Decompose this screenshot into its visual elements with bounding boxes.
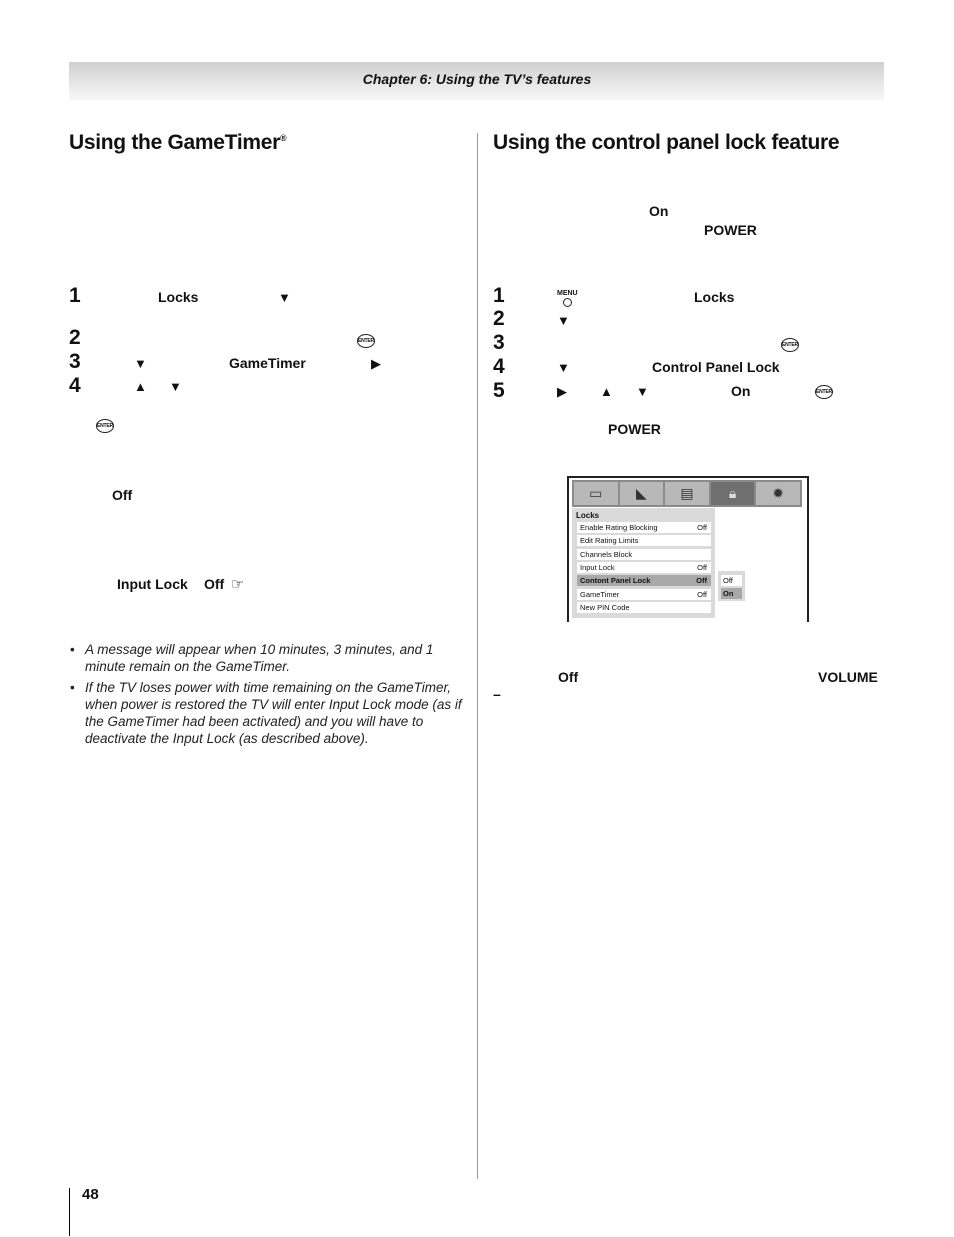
page-number: 48 <box>82 1186 99 1203</box>
column-divider <box>477 133 478 1179</box>
arrow-right-icon: ▶ <box>557 384 567 399</box>
left-step-1-number: 1 <box>69 284 81 307</box>
enter-icon: ENTER <box>815 385 833 399</box>
note-item: • A message will appear when 10 minutes, 3 minutes, and 1 minute remain on the GameTimer. <box>70 642 434 674</box>
locks-panel <box>572 508 715 618</box>
menu-row: Enable Rating Blocking Off <box>577 522 711 533</box>
right-step-5-number: 5 <box>493 379 505 402</box>
arrow-down-icon: ▼ <box>134 356 147 371</box>
arrow-up-icon: ▲ <box>134 379 147 394</box>
note-item: • If the TV loses power with time remaining on the GameTimer, when power is restored the TV will enter Input Lock mode (as if the GameTimer had been activated) and you will have to deactivate the Input Lock (as described above). <box>70 680 462 746</box>
left-step3-gametimer: GameTimer <box>229 355 306 371</box>
intro-on-label: On <box>649 203 669 219</box>
arrow-down-icon: ▼ <box>557 313 570 328</box>
chapter-title: Chapter 6: Using the TV’s features <box>362 71 592 87</box>
hand-pointer-icon: ☞ <box>231 576 245 593</box>
bottom-off-label: Off <box>558 669 579 685</box>
menu-row: GameTimer Off <box>577 589 711 600</box>
right-step1-locks: Locks <box>694 289 735 305</box>
right-step-4-number: 4 <box>493 355 505 378</box>
right-step4-control-panel-lock: Control Panel Lock <box>652 359 780 375</box>
right-step5-on: On <box>731 383 751 399</box>
popup-option: Off <box>721 575 742 586</box>
menu-row: Edit Rating Limits <box>577 535 711 546</box>
menu-row: New PIN Code <box>577 602 711 613</box>
picture-icon: ▭ <box>574 482 618 505</box>
arrow-down-icon: ▼ <box>636 384 649 399</box>
off-label: Off <box>112 487 133 503</box>
menu-row: Input Lock Off <box>577 562 711 573</box>
left-step-2-number: 2 <box>69 326 81 349</box>
menu-icon-bar <box>572 480 802 507</box>
right-step-3-number: 3 <box>493 331 505 354</box>
audio-icon: ◣ <box>620 482 664 505</box>
setup-icon: ▤ <box>665 482 709 505</box>
arrow-right-icon: ▶ <box>371 356 381 371</box>
enter-icon: ENTER <box>96 419 114 433</box>
power-label: POWER <box>608 421 661 437</box>
options-gear-icon: ✹ <box>756 482 800 505</box>
page-rule <box>69 1188 70 1236</box>
right-step-1-number: 1 <box>493 284 505 307</box>
menu-button-icon: MENU <box>557 290 578 307</box>
input-lock-value: Off <box>204 576 225 592</box>
volume-label: VOLUME <box>818 669 878 685</box>
arrow-down-icon: ▼ <box>557 360 570 375</box>
input-lock-label: Input Lock <box>117 576 188 592</box>
locks-menu-screenshot <box>567 476 809 622</box>
intro-power-label: POWER <box>704 222 757 238</box>
lock-icon: 🔒︎ <box>711 482 755 505</box>
locks-panel-title: Locks <box>576 511 600 520</box>
left-step1-locks: Locks <box>158 289 199 305</box>
gametimer-heading: Using the GameTimer® <box>69 131 287 154</box>
volume-minus: – <box>493 686 501 702</box>
enter-icon: ENTER <box>357 334 375 348</box>
arrow-down-icon: ▼ <box>169 379 182 394</box>
left-step-4-number: 4 <box>69 374 81 397</box>
arrow-up-icon: ▲ <box>600 384 613 399</box>
arrow-down-icon: ▼ <box>278 290 291 305</box>
enter-icon: ENTER <box>781 338 799 352</box>
right-step-2-number: 2 <box>493 307 505 330</box>
left-step-3-number: 3 <box>69 350 81 373</box>
option-popup <box>718 571 745 601</box>
control-panel-lock-heading: Using the control panel lock feature <box>493 131 840 154</box>
menu-row-selected: Contont Panel Lock Off <box>577 575 711 586</box>
menu-row: Channels Block <box>577 549 711 560</box>
notes-list <box>70 641 465 751</box>
popup-option-selected: On <box>721 588 742 599</box>
